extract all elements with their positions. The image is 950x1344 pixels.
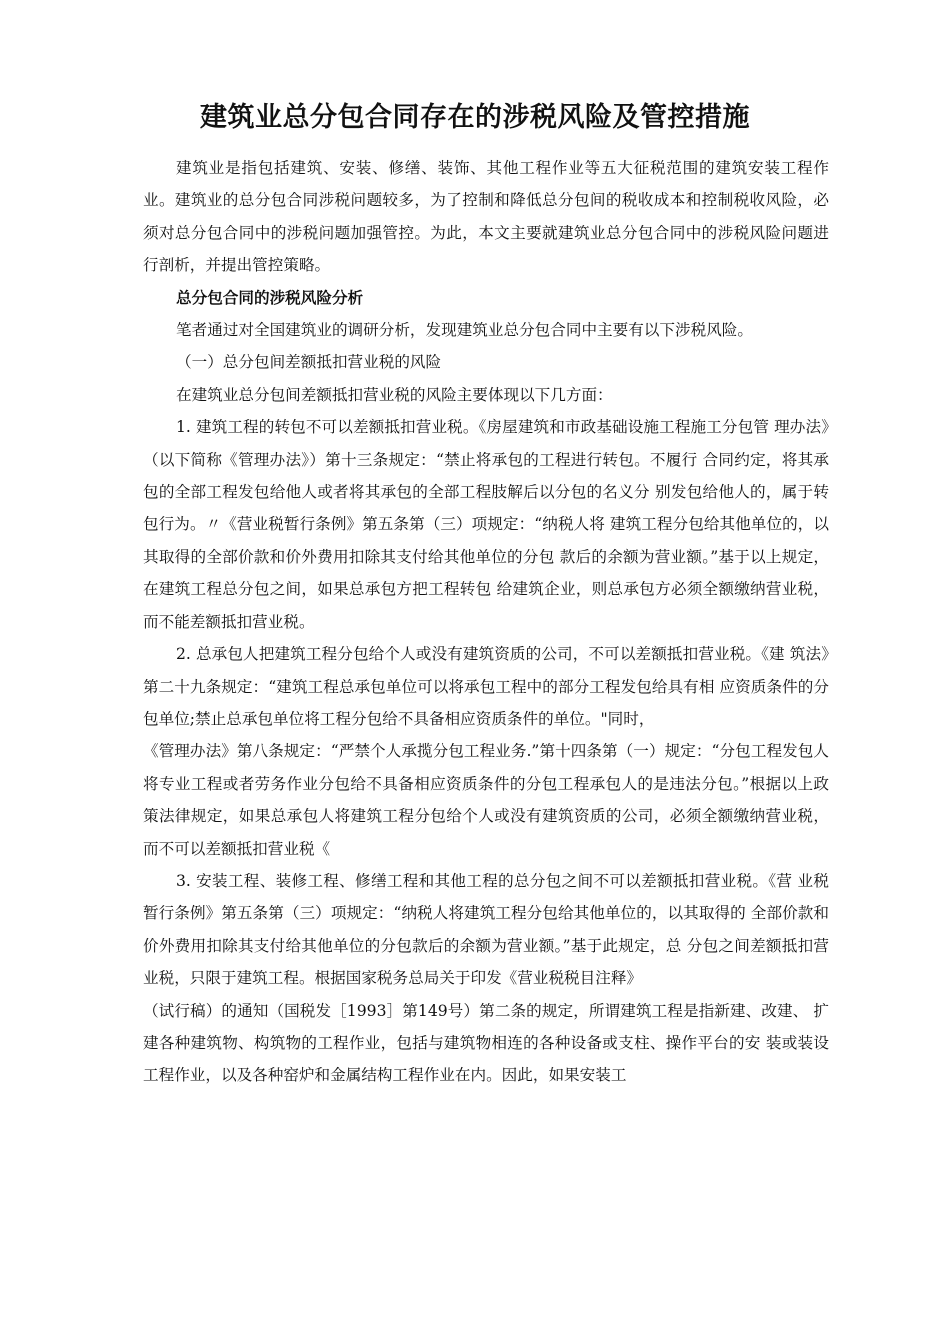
paragraph-point-3: 3. 安装工程、装修工程、修缮工程和其他工程的总分包之间不可以差额抵扣营业税。《营 业税暂行条例》第五条第（三）项规定：“纳税人将建筑工程分包给其他单位的，以其取得的 全部价款和价外费用扣除其支付给其他单位的分包款后的余额为营业额。”基于此规定，总 分包之间差额抵扣营业税，只限于建筑工程。根据国家税务总局关于印发《营业税税目注释》 [143,871,829,988]
paragraph-aspects: 在建筑业总分包间差额抵扣营业税的风险主要体现以下几方面： [176,385,613,404]
paragraph-survey: 笔者通过对全国建筑业的调研分析，发现建筑业总分包合同中主要有以下涉税风险。 [176,321,753,340]
paragraph-point-2: 2. 总承包人把建筑工程分包给个人或没有建筑资质的公司，不可以差额抵扣营业税。《建 筑法》第二十九条规定：“建筑工程总承包单位可以将承包工程中的部分工程发包给具有相 应资质条件的分包单位;禁止总承包单位将工程分包给不具备相应资质条件的单位。"同时， [143,645,829,728]
document-body [143,152,829,1092]
paragraph-point-1: 1. 建筑工程的转包不可以差额抵扣营业税。《房屋建筑和市政基础设施工程施工分包管 理办法》（以下简称《管理办法》）第十三条规定：“禁止将承包的工程进行转包。不履行 合同约定，将其承包的全部工程发包给他人或者将其承包的全部工程肢解后以分包的名义分 别发包给他人的，属于转包行为。〃《营业税暂行条例》第五条第（三）项规定：“纳税人将 建筑工程分包给其他单位的，以其取得的全部价款和价外费用扣除其支付给其他单位的分包 款后的余额为营业额。”基于以上规定，在建筑工程总分包之间，如果总承包方把工程转包 给建筑企业，则总承包方必须全额缴纳营业税，而不能差额抵扣营业税。 [143,418,829,631]
paragraph-intro: 建筑业是指包括建筑、安装、修缮、装饰、其他工程作业等五大征税范围的建筑安装工程作业。建筑业的总分包合同涉税问题较多，为了控制和降低总分包间的税收成本和控制税收风险，必须对总分包合同中的涉税问题加强管控。为此，本文主要就建筑业总分包合同中的涉税风险问题进行剖析，并提出管控策略。 [143,159,829,275]
subsection-heading: （一）总分包间差额抵扣营业税的风险 [176,353,442,372]
paragraph-point-3-cont: （试行稿）的通知（国税发［1993］第149号）第二条的规定，所谓建筑工程是指新建、改建、 扩建各种建筑物、构筑物的工程作业，包括与建筑物相连的各种设备或支柱、操作平台的安 装或装设工程作业，以及各种窑炉和金属结构工程作业在内。因此，如果安装工 [143,1001,829,1085]
document-title: 建筑业总分包合同存在的涉税风险及管控措施 [200,102,750,133]
paragraph-point-2-cont: 《管理办法》第八条规定：“严禁个人承揽分包工程业务.”第十四条第（一）规定：“分包工程发包人将专业工程或者劳务作业分包给不具备相应资质条件的分包工程承包人的是违法分包。”根据以上政策法律规定，如果总承包人将建筑工程分包给个人或没有建筑资质的公司，必须全额缴纳营业税，而不可以差额抵扣营业税《 [143,742,829,858]
section-heading: 总分包合同的涉税风险分析 [176,287,364,307]
